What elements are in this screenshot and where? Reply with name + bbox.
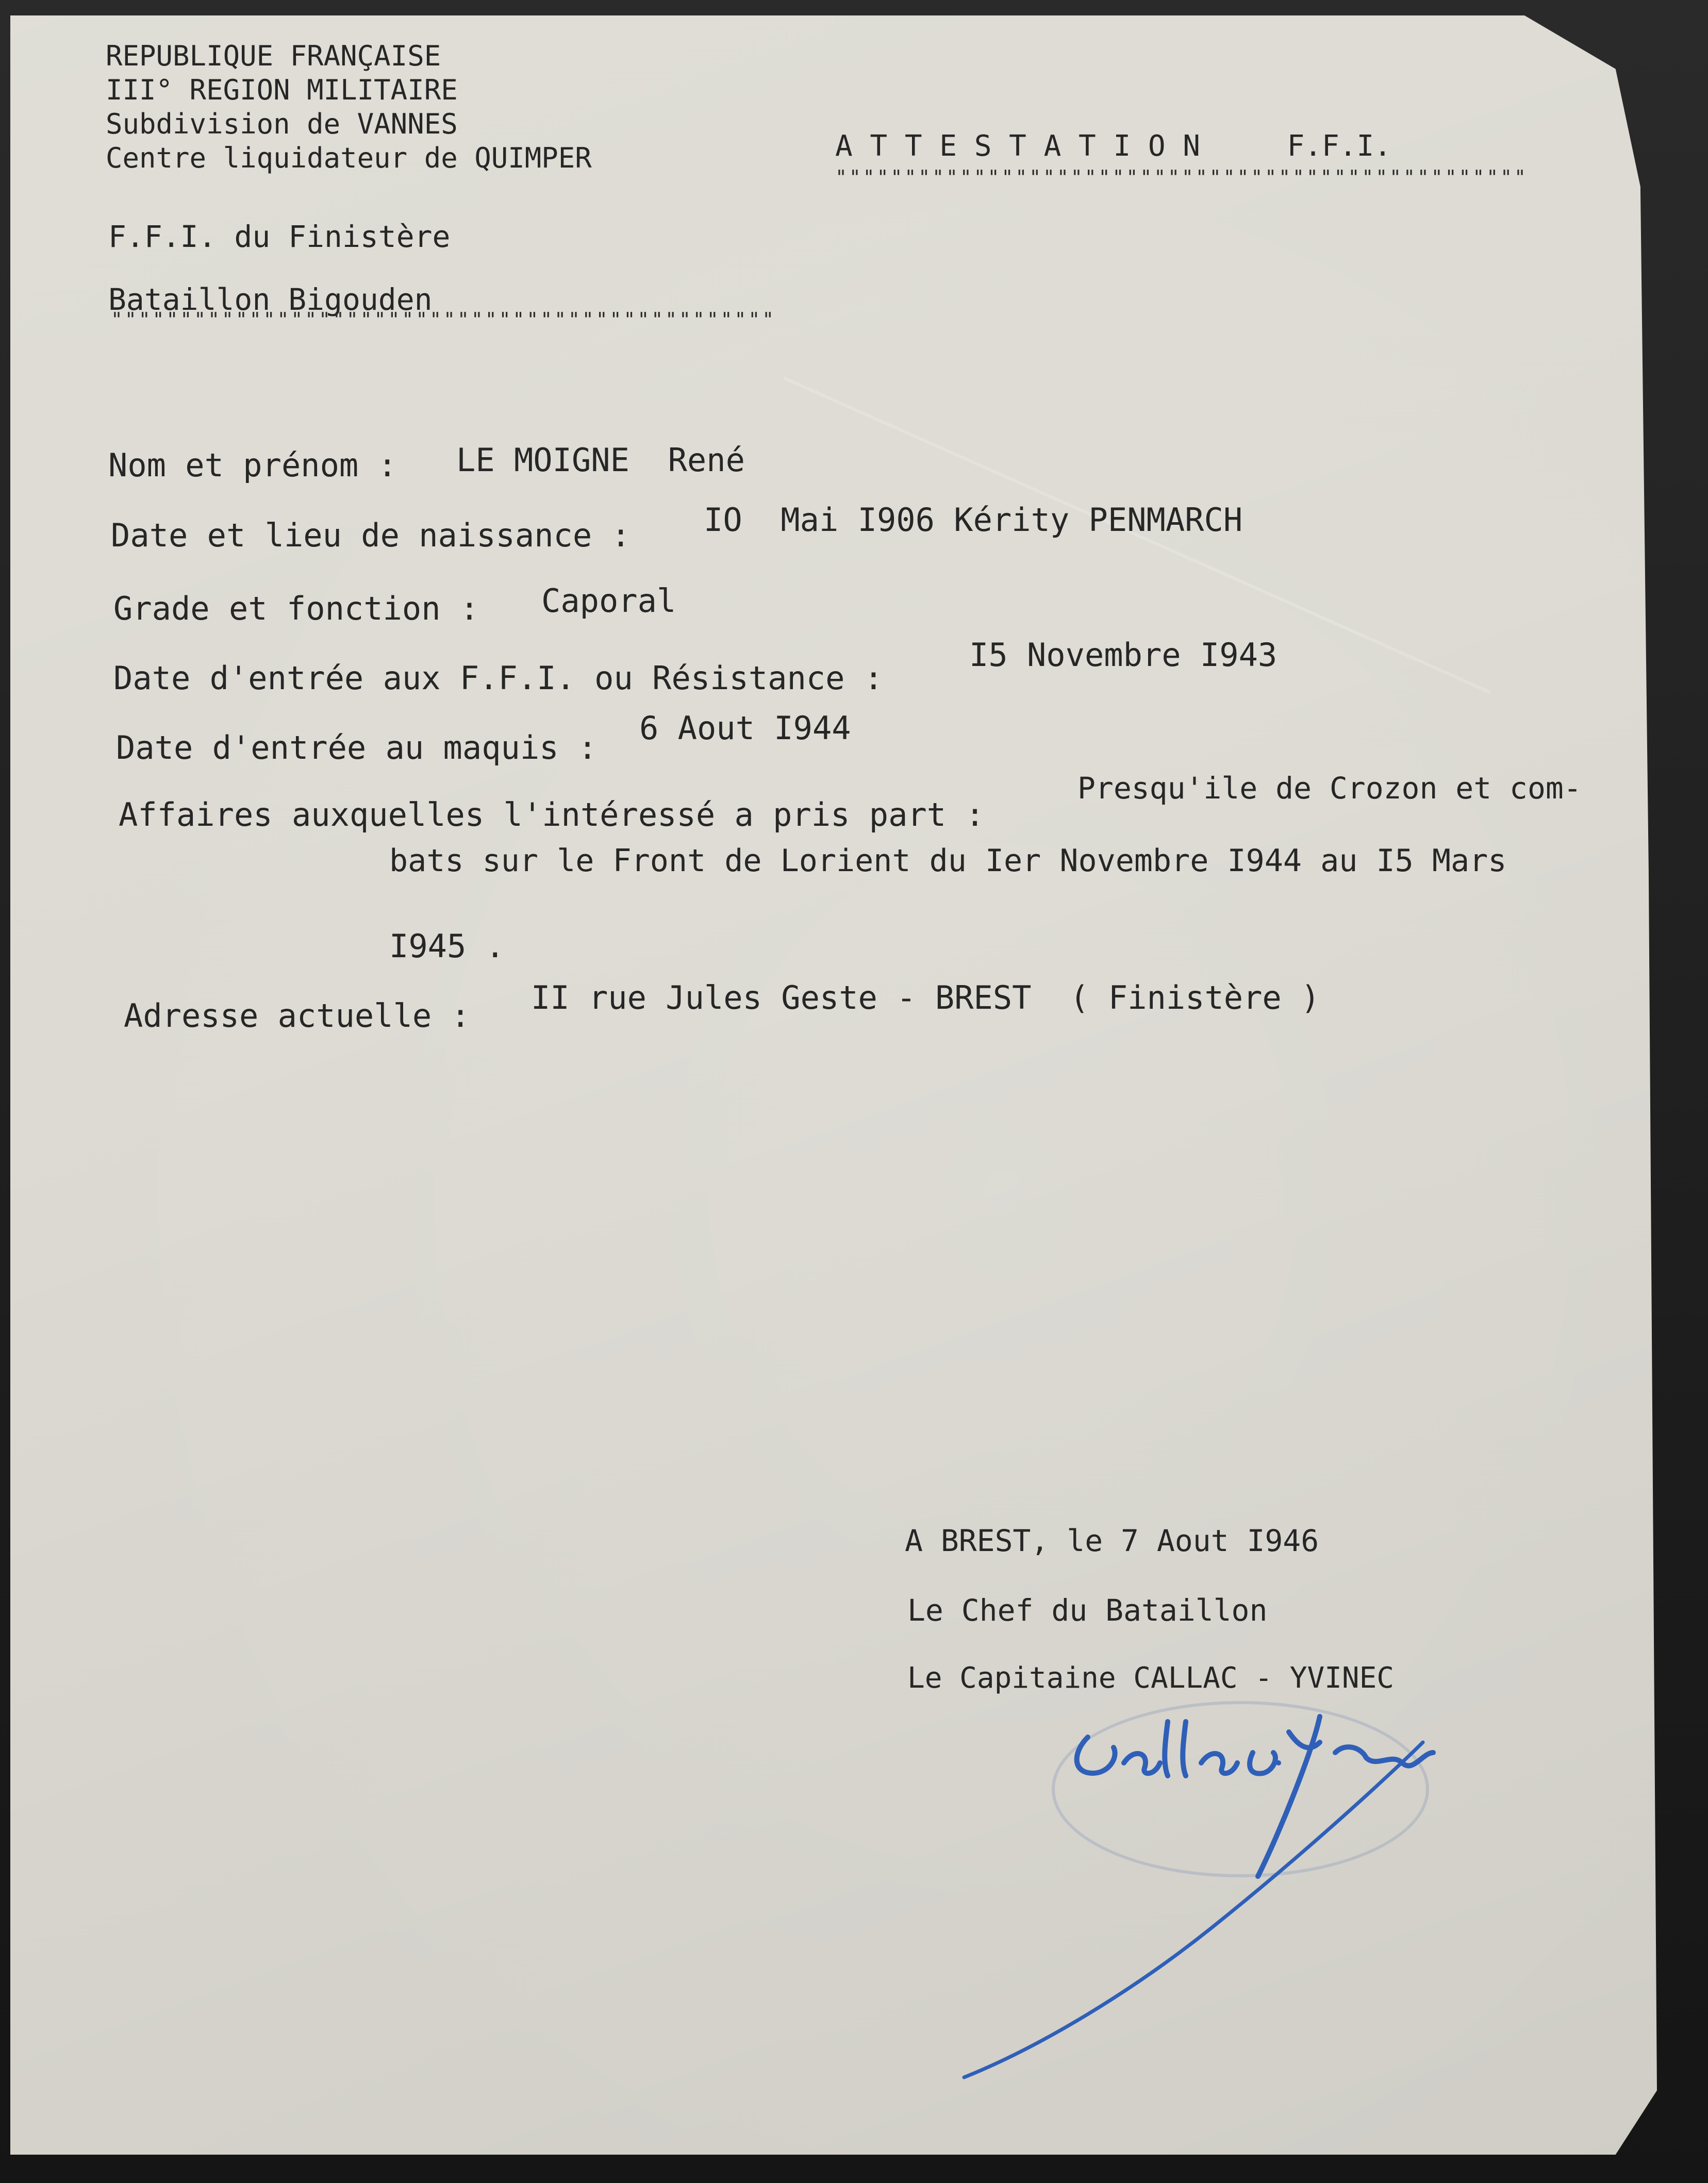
header-centre: Centre liquidateur de QUIMPER [106, 142, 592, 174]
document-paper [10, 15, 1665, 2155]
ffi-entry-value: I5 Novembre I943 [969, 636, 1278, 674]
header-unit-battalion: Bataillon Bigouden [108, 282, 433, 317]
closing-signatory: Le Capitaine CALLAC - YVINEC [907, 1661, 1395, 1695]
rank-value: Caporal [541, 582, 676, 620]
closing-place-date: A BREST, le 7 Aout I946 [905, 1523, 1319, 1558]
birth-label: Date et lieu de naissance : [111, 516, 631, 554]
maquis-value: 6 Aout I944 [639, 709, 851, 747]
maquis-label: Date d'entrée au maquis : [116, 729, 598, 766]
signature-text [1088, 1784, 1136, 1796]
document-title: A T T E S T A T I O N F.F.I. [835, 129, 1391, 163]
unit-underline: """""""""""""""""""""""""""""""""""""""""""""""" [111, 308, 776, 331]
address-label: Adresse actuelle : [124, 997, 470, 1035]
header-republic: REPUBLIQUE FRANÇAISE [106, 40, 441, 72]
affairs-line1: Presqu'ile de Crozon et com- [1077, 771, 1582, 806]
affairs-label: Affaires auxquelles l'intéressé a pris part : [119, 796, 985, 834]
header-unit-ffi: F.F.I. du Finistère [108, 219, 451, 254]
title-underline: """""""""""""""""""""""""""""""""""""""""""""""""" [835, 166, 1528, 189]
header-region: III° REGION MILITAIRE [106, 74, 458, 106]
affairs-line3: I945 . [389, 927, 505, 965]
rank-label: Grade et fonction : [113, 590, 479, 627]
birth-value: IO Mai I906 Kérity PENMARCH [704, 501, 1243, 539]
closing-role: Le Chef du Bataillon [907, 1593, 1268, 1628]
ffi-entry-label: Date d'entrée aux F.F.I. ou Résistance : [113, 659, 884, 697]
affairs-line2: bats sur le Front de Lorient du Ier Novembre I944 au I5 Mars [389, 843, 1507, 879]
name-label: Nom et prénom : [108, 446, 397, 484]
name-value: LE MOIGNE René [456, 441, 745, 479]
address-value: II rue Jules Geste - BREST ( Finistère ) [531, 979, 1320, 1016]
header-subdivision: Subdivision de VANNES [106, 108, 458, 140]
